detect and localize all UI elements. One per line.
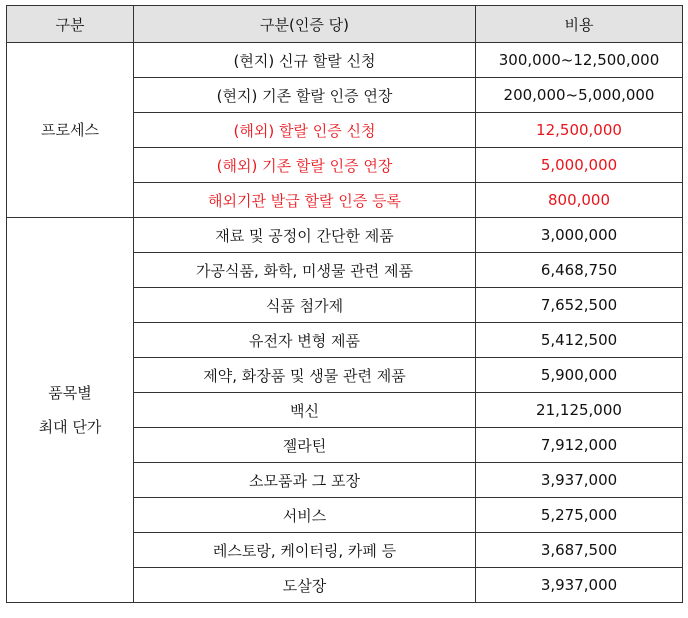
row-cost: 7,652,500: [476, 288, 683, 323]
row-cost: 3,000,000: [476, 218, 683, 253]
header-cost: 비용: [476, 6, 683, 43]
row-cost: 300,000~12,500,000: [476, 43, 683, 78]
table-row: [7, 43, 683, 78]
row-item: 도살장: [134, 568, 476, 603]
row-cost: 6,468,750: [476, 253, 683, 288]
group-label-line1: 품목별: [48, 384, 92, 402]
row-cost: 200,000~5,000,000: [476, 78, 683, 113]
row-cost: 7,912,000: [476, 428, 683, 463]
row-cost: 5,900,000: [476, 358, 683, 393]
row-cost: 3,687,500: [476, 533, 683, 568]
row-item-highlight: (해외) 기존 할랄 인증 연장: [134, 148, 476, 183]
row-cost: 5,275,000: [476, 498, 683, 533]
row-item: 백신: [134, 393, 476, 428]
header-row: [7, 6, 683, 43]
group-label-line2: 최대 단가: [38, 418, 102, 436]
row-item: 유전자 변형 제품: [134, 323, 476, 358]
header-subcategory: 구분(인증 당): [134, 6, 476, 43]
header-category: 구분: [7, 6, 134, 43]
row-item: 식품 첨가제: [134, 288, 476, 323]
row-cost-highlight: 12,500,000: [476, 113, 683, 148]
group-label-process: 프로세스: [7, 43, 134, 218]
row-cost: 5,412,500: [476, 323, 683, 358]
row-cost: 21,125,000: [476, 393, 683, 428]
row-item-highlight: 해외기관 발급 할랄 인증 등록: [134, 183, 476, 218]
row-item: 서비스: [134, 498, 476, 533]
row-cost: 3,937,000: [476, 568, 683, 603]
row-cost-highlight: 5,000,000: [476, 148, 683, 183]
group-label-product: [7, 218, 134, 603]
row-item: 레스토랑, 케이터링, 카페 등: [134, 533, 476, 568]
row-item: 소모품과 그 포장: [134, 463, 476, 498]
row-item: 재료 및 공정이 간단한 제품: [134, 218, 476, 253]
row-item: (현지) 신규 할랄 신청: [134, 43, 476, 78]
row-item: 가공식품, 화학, 미생물 관련 제품: [134, 253, 476, 288]
halal-fee-table: [6, 5, 683, 603]
row-item: 젤라틴: [134, 428, 476, 463]
row-cost-highlight: 800,000: [476, 183, 683, 218]
row-item-highlight: (해외) 할랄 인증 신청: [134, 113, 476, 148]
table-row: [7, 218, 683, 253]
row-cost: 3,937,000: [476, 463, 683, 498]
row-item: (현지) 기존 할랄 인증 연장: [134, 78, 476, 113]
row-item: 제약, 화장품 및 생물 관련 제품: [134, 358, 476, 393]
